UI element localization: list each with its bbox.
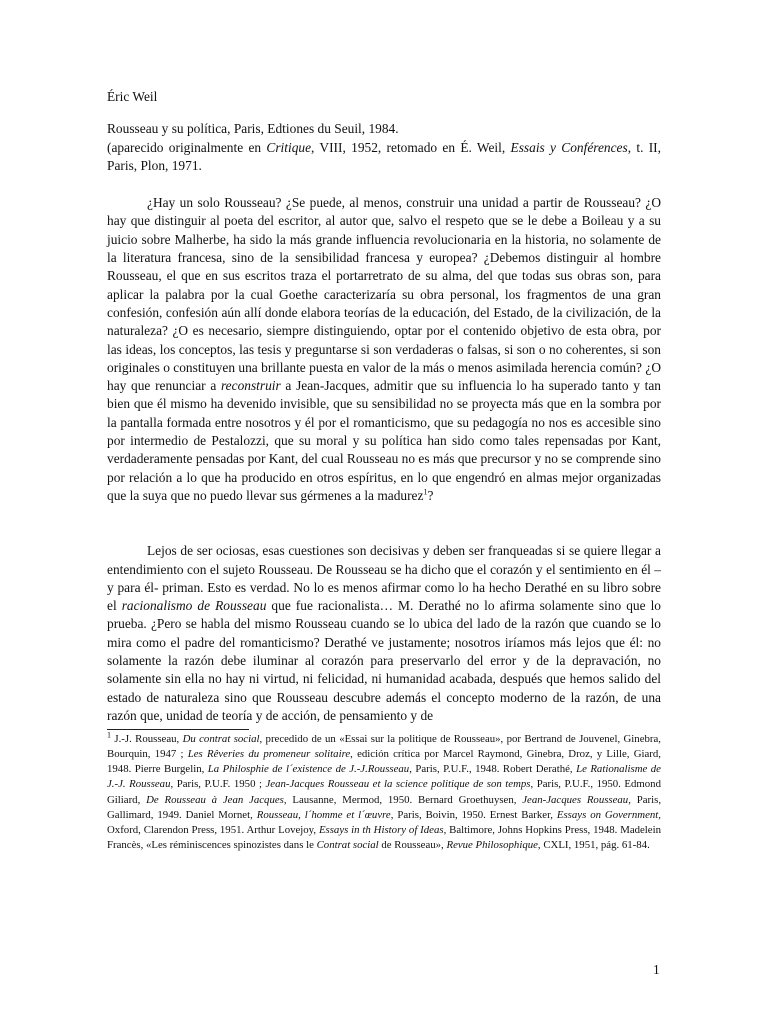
page-number: 1 [653, 962, 660, 977]
paragraph-1: ¿Hay un solo Rousseau? ¿Se puede, al menos, construir una unidad a partir de Rousseau? ¿O hay que distinguir al poeta del escritor, al autor que, salvo el respeto que se le debe a Boileau y a su juicio sobre Malherbe, ha sido la más grande influencia revolucionaria en la historia, no solamente de la literatura francesa, sino de la sensibilidad francesa y europea? ¿Debemos distinguir al hombre Rousseau, el que en sus escritos traza el portarretrato de su alma, del que todas sus obras son, para aplicar la palabra por la cual Goethe caracterizaría su obra personal, los fragmentos de una gran confesión, confesión aún allí donde elabora teorías de la educación, del Estado, de la civilización, de la naturaleza? ¿O es necesario, siempre distinguiendo, optar por el contenido objetivo de esta obra, por las ideas, los conceptos, las tesis y preguntarse si son verdaderas o falsas, si son o no coherentes, si son originales o constituyen una brillante puesta en valor de la más o menos asimilada herencia común? ¿O hay que renunciar a reconstruir a Jean-Jacques, admitir que su influencia lo ha superado tanto y tan bien que él mismo ha devenido invisible, que su sensibilidad no se proyecta más que en la sombra por la pantalla formada entre nosotros y él por el romanticismo, que su pedagogía no nos es accesible sino por intermedio de Pestalozzi, que su moral y su política han sido como tales repensadas por Kant, verdaderamente pensadas por Kant, del cual Rousseau no es más que precursor y no se comprende sino por relación a lo que ha producido en otros espíritus, en lo que engendró en almas mejor organizadas que la suya que no puedo llevar sus gérmenes a la madurez$^1$? [107, 195, 661, 503]
footnote-divider [107, 729, 249, 730]
origin-note: (aparecido originalmente en Critique, VIII, 1952, retomado en É. Weil, Essais y Conférences, t. II, Paris, Plon, 1971. [107, 139, 661, 173]
footnote-1: $^1$ J.-J. Rousseau, Du contrat social, precedido de un «Essai sur la politique de Rousseau», por Bertrand de Jouvenel, Ginebra, Bourquin, 1947 ; Les Rêveries du promeneur solitaire, edición crítica por Marcel Raymond, Ginebra, Droz, y Lille, Giard, 1948. Pierre Burgelin, La Philosphie de l´existence de J.-J.Rousseau, Paris, P.U.F., 1948. Robert Derathé, Le Rationalisme de J.-J. Rousseau, Paris, P.U.F. 1950 ; Jean-Jacques Rousseau et la science politique de son temps, Paris, P.U.F., 1950. Edmond Giliard, De Rousseau à Jean Jacques, Lausanne, Mermod, 1950. Bernard Groethuysen, Jean-Jacques Rousseau, Paris, Gallimard, 1949. Daniel Mornet, Rousseau, l´homme et l´œuvre, Paris, Boivin, 1950. Ernest Barker, Essays on Government, Oxford, Clarendon Press, 1951. Arthur Lovejoy, Essays in th History of Ideas, Baltimore, Johns Hopkins Press, 1948. Madelein Francès, «Les réminiscences spinozistes dans le Contrat social de Rousseau», Revue Philosophique, CXLI, 1951, pág. 61-84. [107, 730, 662, 851]
document-page [107, 88, 661, 853]
author-name: Éric Weil [107, 89, 158, 104]
paragraph-2: Lejos de ser ociosas, esas cuestiones son decisivas y deben ser franqueadas si se quiere llegar a entendimiento con el sujeto Rousseau. De Rousseau se ha dicho que el corazón y el sentimiento en él –y para él- priman. Esto es verdad. No lo es menos afirmar como lo ha hecho Derathé en su libro sobre el racionalismo de Rousseau que fue racionalista… M. Derathé no lo afirma solamente sino que lo prueba. ¿Pero se habla del mismo Rousseau cuando se lo ubica del lado de la razón que cuando se lo mira como el padre del romanticismo? Derathé ve justamente; nosotros iríamos más lejos que él: no solamente la razón debe iluminar al corazón para preservarlo del error y de la depravación, no solamente sin ella no hay ni virtud, ni felicidad, ni humanidad acabada, después que hemos salido del estado de naturaleza sino que Rousseau descubre además el concepto moderno de la razón, de una razón que, unidad de teoría y de acción, de pensamiento y de [107, 543, 662, 723]
book-reference: Rousseau y su política, Paris, Edtiones du Seuil, 1984. [107, 121, 399, 137]
footnote-reference[interactable]: 1 [423, 487, 428, 497]
